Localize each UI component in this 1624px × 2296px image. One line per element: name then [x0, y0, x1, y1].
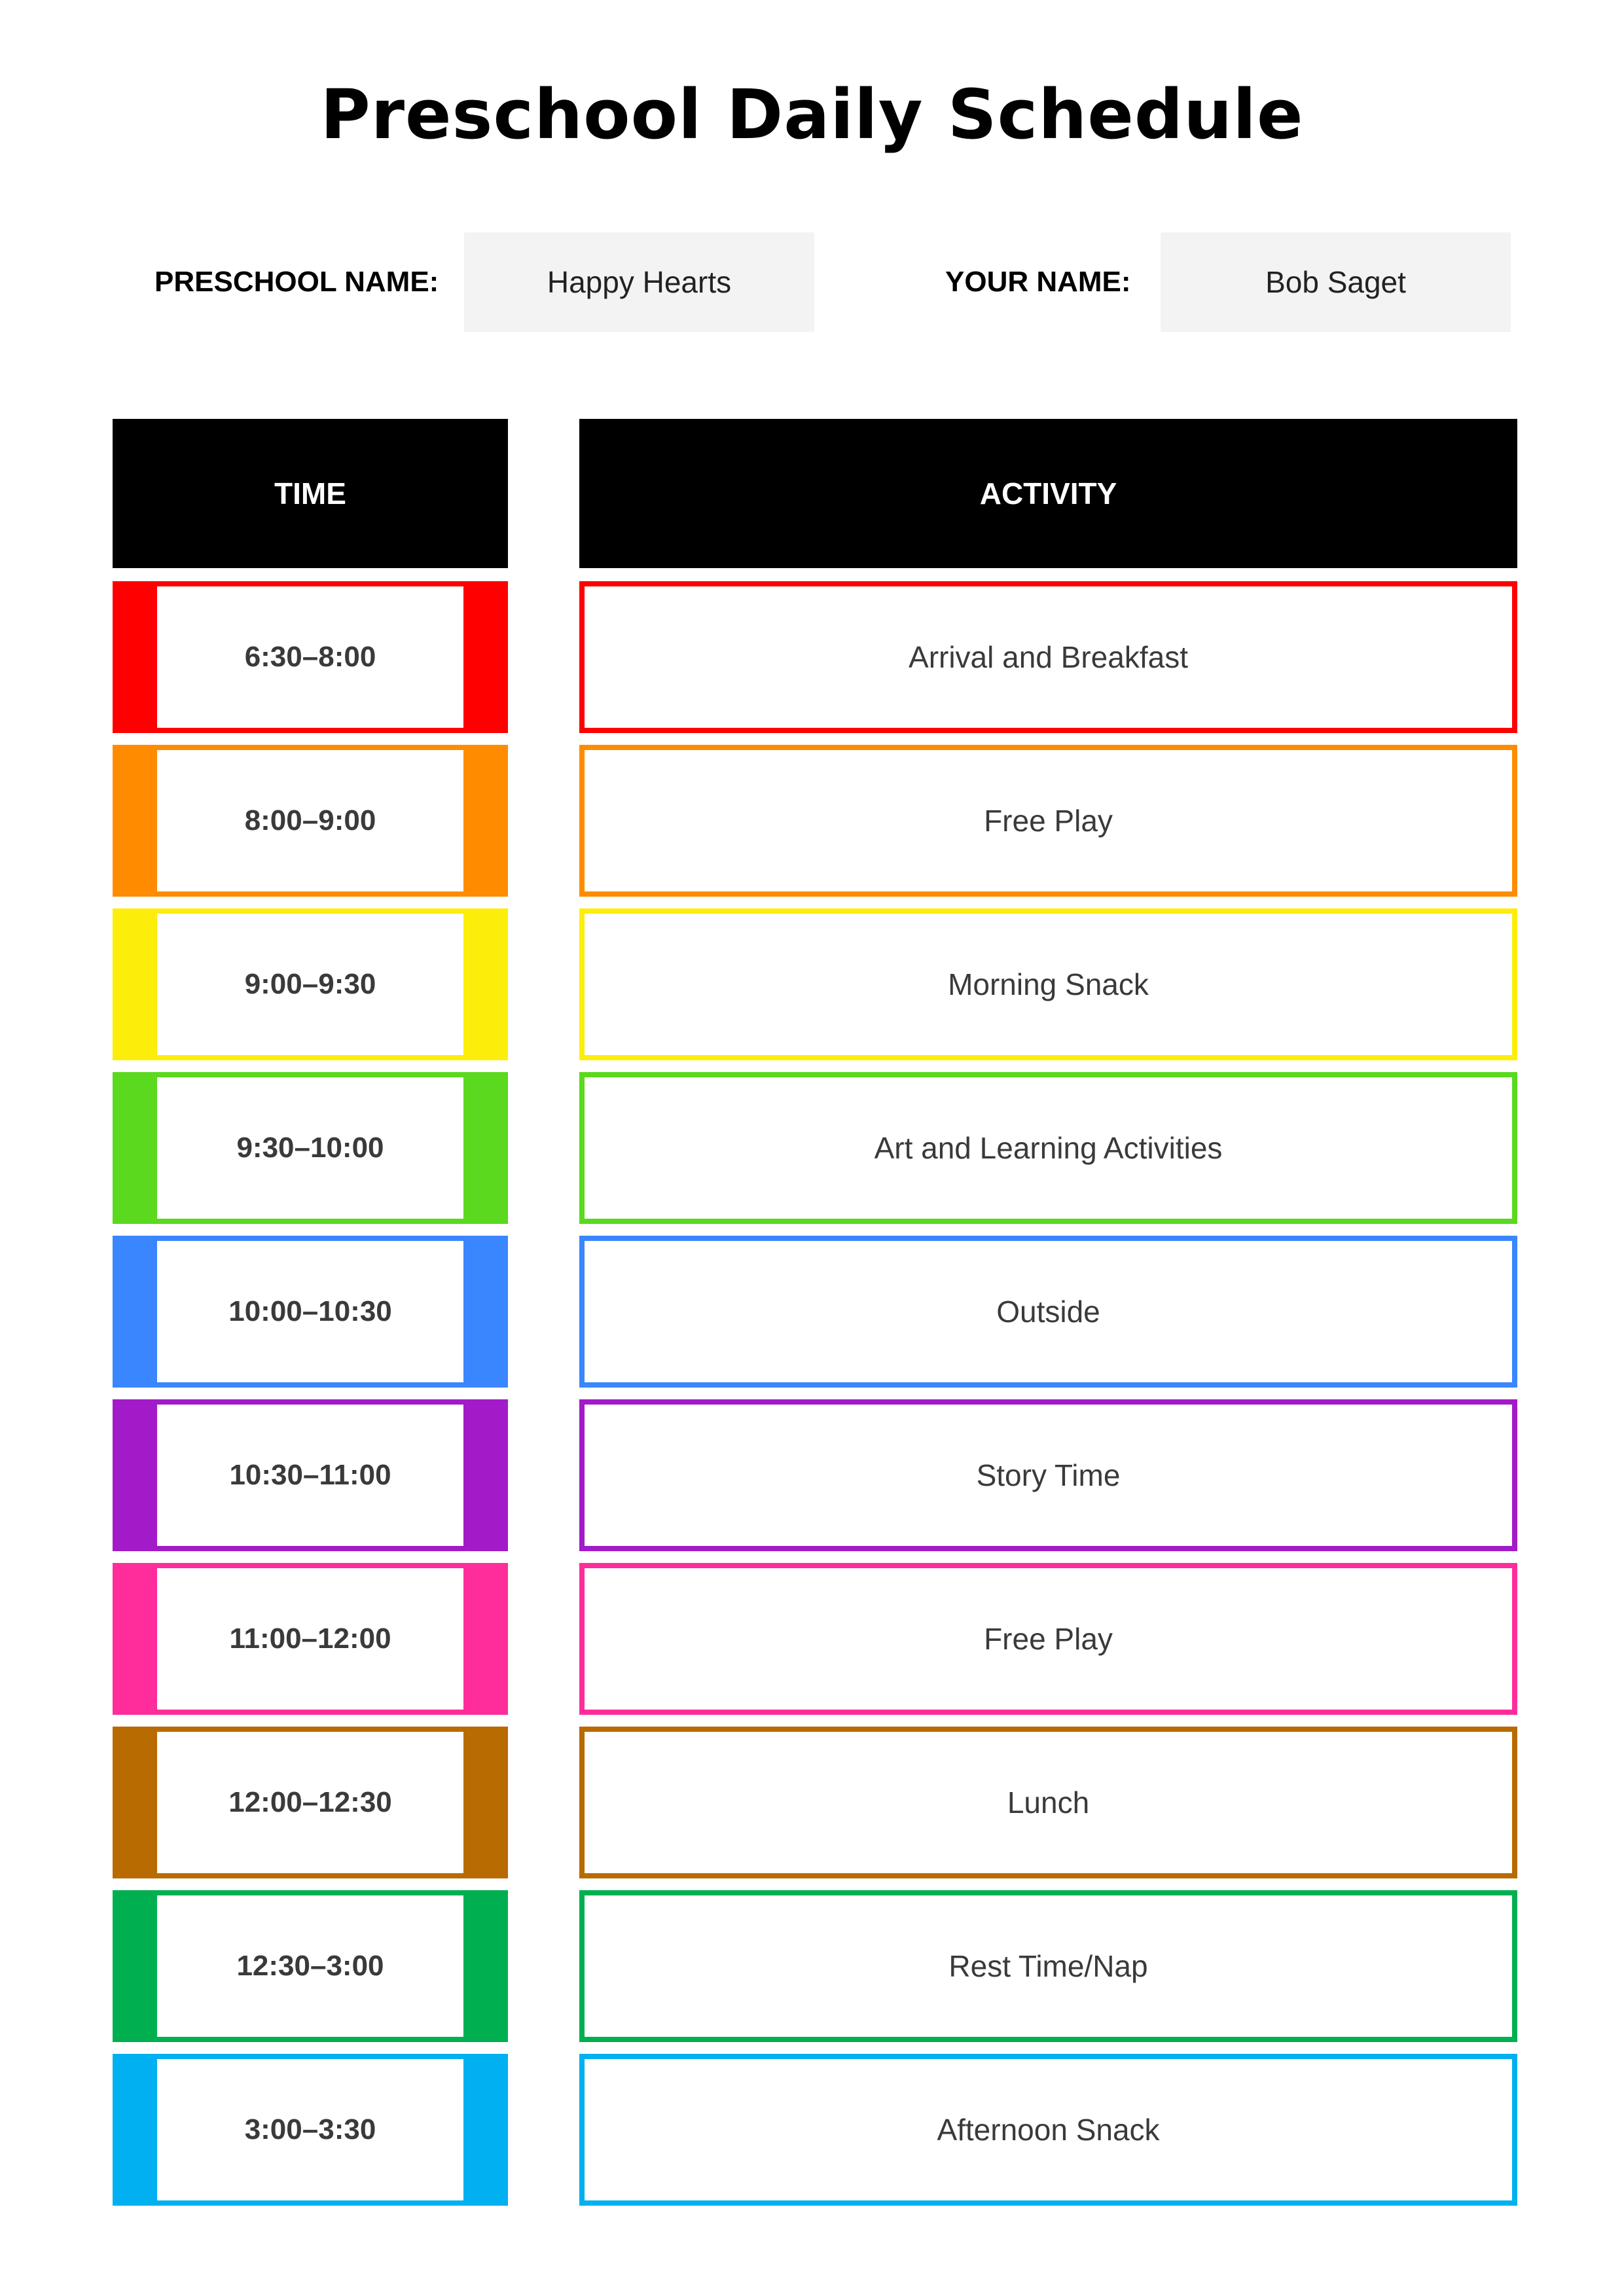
time-label: 9:00–9:30	[157, 908, 463, 1060]
activity-cell: Morning Snack	[579, 908, 1517, 1060]
time-color-bar-left	[113, 1727, 157, 1878]
activity-cell: Arrival and Breakfast	[579, 581, 1517, 733]
time-color-bar-right	[463, 1563, 508, 1715]
time-color-bar-left	[113, 581, 157, 733]
activity-cell: Outside	[579, 1236, 1517, 1388]
time-color-bar-left	[113, 1236, 157, 1388]
time-cell	[113, 1563, 508, 1715]
time-label: 6:30–8:00	[157, 581, 463, 733]
activity-cell: Free Play	[579, 745, 1517, 897]
time-color-bar-left	[113, 745, 157, 897]
time-color-bar-right	[463, 1727, 508, 1878]
activity-cell: Afternoon Snack	[579, 2054, 1517, 2206]
activity-header: ACTIVITY	[579, 419, 1517, 568]
preschool-name-field[interactable]: Happy Hearts	[464, 232, 814, 332]
activity-cell: Art and Learning Activities	[579, 1072, 1517, 1224]
time-cell	[113, 1399, 508, 1551]
time-label: 11:00–12:00	[157, 1563, 463, 1715]
time-label: 10:30–11:00	[157, 1399, 463, 1551]
time-label: 9:30–10:00	[157, 1072, 463, 1224]
time-cell	[113, 1890, 508, 2042]
time-color-bar-left	[113, 1563, 157, 1715]
time-color-bar-right	[463, 2054, 508, 2206]
time-cell	[113, 1727, 508, 1878]
time-color-bar-right	[463, 581, 508, 733]
time-cell	[113, 2054, 508, 2206]
time-header: TIME	[113, 419, 508, 568]
time-label: 12:30–3:00	[157, 1890, 463, 2042]
time-color-bar-left	[113, 1399, 157, 1551]
preschool-name-label: PRESCHOOL NAME:	[154, 266, 439, 298]
time-color-bar-left	[113, 1072, 157, 1224]
your-name-field[interactable]: Bob Saget	[1161, 232, 1511, 332]
activity-cell: Lunch	[579, 1727, 1517, 1878]
time-color-bar-left	[113, 908, 157, 1060]
page-title: Preschool Daily Schedule	[320, 75, 1304, 154]
time-color-bar-right	[463, 1236, 508, 1388]
time-color-bar-left	[113, 2054, 157, 2206]
time-color-bar-right	[463, 1072, 508, 1224]
time-color-bar-right	[463, 908, 508, 1060]
activity-cell: Story Time	[579, 1399, 1517, 1551]
time-label: 10:00–10:30	[157, 1236, 463, 1388]
time-color-bar-right	[463, 1399, 508, 1551]
time-label: 8:00–9:00	[157, 745, 463, 897]
activity-cell: Rest Time/Nap	[579, 1890, 1517, 2042]
time-cell	[113, 908, 508, 1060]
time-color-bar-right	[463, 1890, 508, 2042]
activity-cell: Free Play	[579, 1563, 1517, 1715]
time-label: 12:00–12:30	[157, 1727, 463, 1878]
time-color-bar-left	[113, 1890, 157, 2042]
time-label: 3:00–3:30	[157, 2054, 463, 2206]
time-cell	[113, 581, 508, 733]
your-name-label: YOUR NAME:	[945, 266, 1131, 298]
time-cell	[113, 745, 508, 897]
time-cell	[113, 1072, 508, 1224]
time-color-bar-right	[463, 745, 508, 897]
time-cell	[113, 1236, 508, 1388]
